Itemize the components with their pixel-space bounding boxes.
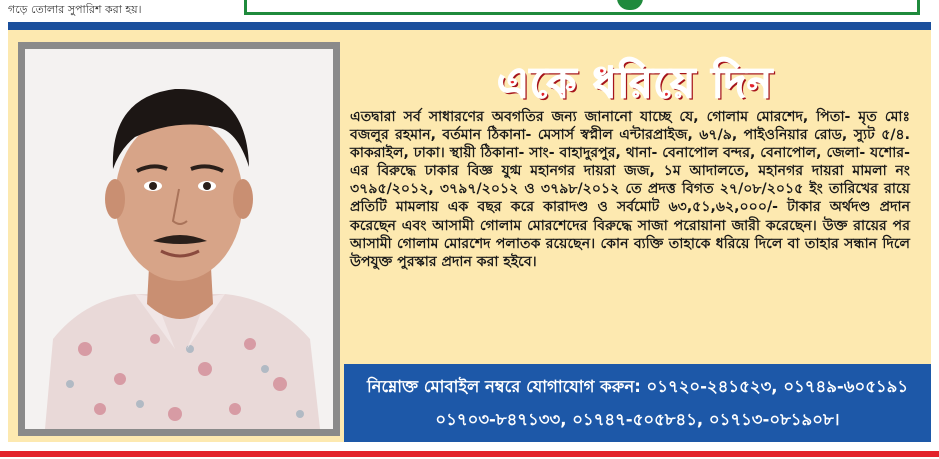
headline-text: একে ধরিয়ে দিন — [497, 58, 773, 107]
green-seal-icon — [617, 0, 643, 10]
top-snippet-text: গড়ে তোলার সুপারিশ করা হয়। — [8, 3, 142, 16]
headline — [350, 50, 920, 107]
contact-banner — [344, 364, 931, 442]
suspect-photo — [25, 49, 333, 429]
contact-line-1: নিম্নোক্ত মোবাইল নম্বরে যোগাযোগ করুন: ০১৭২০-২৪১৫২৩, ০১৭৪৯-৬০৫১৯১ — [366, 377, 909, 396]
contact-line-2: ০১৭০৩-৮৪৭১৩৩, ০১৭৪৭-৫০৫৮৪১, ০১৭১৩-০৮১৯০৮। — [435, 410, 840, 429]
photo-frame — [18, 42, 340, 436]
notice-body-text: এতদ্বারা সর্ব সাধারণের অবগতির জন্য জানানো যাচ্ছে যে, গোলাম মোরশেদ, পিতা- মৃত মোঃ বজলুর রহমান, বর্তমান ঠিকানা- মেসার্স স্বপ্নীল এন্টারপ্রাইজ, ৬৭/৯, পাইওনিয়ার রোড, স্যুট ৫/৪. কাকরাইল, ঢাকা। স্থায়ী ঠিকানা- সাং- বাহাদুরপুর, থানা- বেনাপোল বন্দর, বেনাপোল, জেলা- যশোর- এর বিরুদ্ধে ঢাকার বিজ্ঞ যুগ্ম মহানগর দায়রা জজ, ১ম আদালতে, মহানগর দায়রা মামলা নং ৩৭৯৫/২০১২, ৩৭৯৭/২০১২ ও ৩৭৯৮/২০১২ তে প্রদত্ত বিগত ২৭/০৮/২০১৫ ইং তারিখের রায়ে প্রতিটি মামলায় এক বছর করে কারাদণ্ড ও সর্বমোট ৬৩,৫১,৬২,০০০/- টাকার অর্থদণ্ড প্রদান করেছেন এবং আসামী গোলাম মোরশেদের বিরুদ্ধে সাজা পরোয়ানা জারী করেছেন। উক্ত রায়ের পর আসামী গোলাম মোরশেদ পলাতক রয়েছেন। কোন ব্যক্তি তাহাকে ধরিয়ে দিলে বা তাহার সন্ধান দিলে উপযুক্ত পুরস্কার প্রদান করা হইবে। — [350, 109, 910, 270]
top-blue-rule — [8, 22, 931, 30]
top-green-box — [244, 0, 920, 15]
bottom-red-rule — [0, 451, 939, 457]
